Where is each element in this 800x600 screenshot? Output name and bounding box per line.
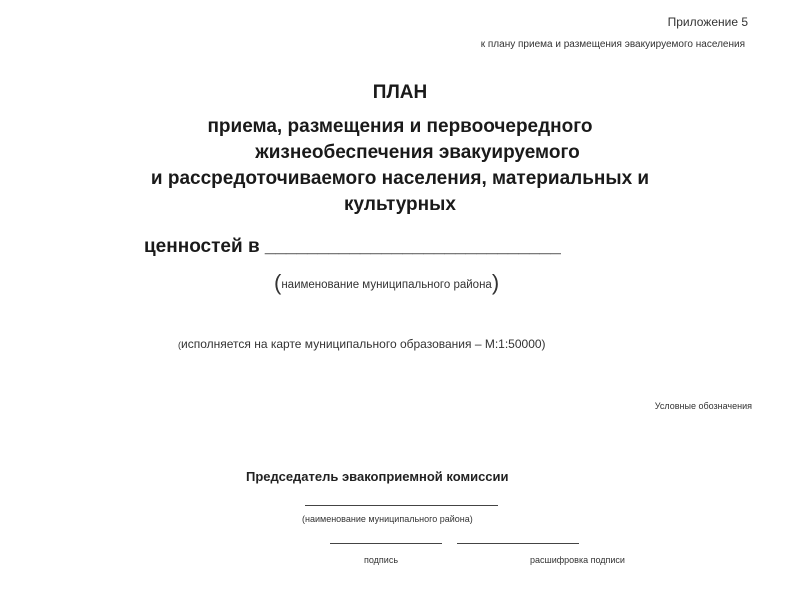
title-line: жизнеобеспечения эвакуируемого [255, 142, 580, 163]
plan-title [60, 80, 740, 218]
appendix-number: Приложение 5 [667, 15, 748, 29]
signature-line [330, 543, 442, 544]
district-caption-small: (наименование муниципального района) [302, 514, 473, 524]
decryption-label: расшифровка подписи [530, 555, 625, 565]
open-paren: ( [274, 270, 282, 295]
title-line: и рассредоточиваемого населения, материальных и [150, 168, 650, 189]
map-note-open-paren: ( [178, 340, 181, 350]
district-caption [274, 270, 499, 296]
map-note-text: исполняется на карте муниципального образования – М:1:50000) [181, 337, 546, 351]
district-fill-line: ценностей в ____________________________ [144, 236, 561, 257]
title-line: культурных [344, 194, 456, 215]
district-caption-text: наименование муниципального района [281, 279, 492, 291]
decryption-line [457, 543, 579, 544]
legend-label: Условные обозначения [654, 401, 752, 411]
title-heading: ПЛАН [372, 82, 428, 103]
signature-label: подпись [364, 555, 399, 565]
chairman-label: Председатель эвакоприемной комиссии [246, 469, 509, 484]
appendix-subtitle: к плану приема и размещения эвакуируемого населения [480, 39, 745, 50]
title-line: приема, размещения и первоочередного [207, 116, 593, 137]
map-note [178, 337, 546, 351]
close-paren: ) [491, 270, 500, 295]
district-signature-line [305, 505, 498, 506]
